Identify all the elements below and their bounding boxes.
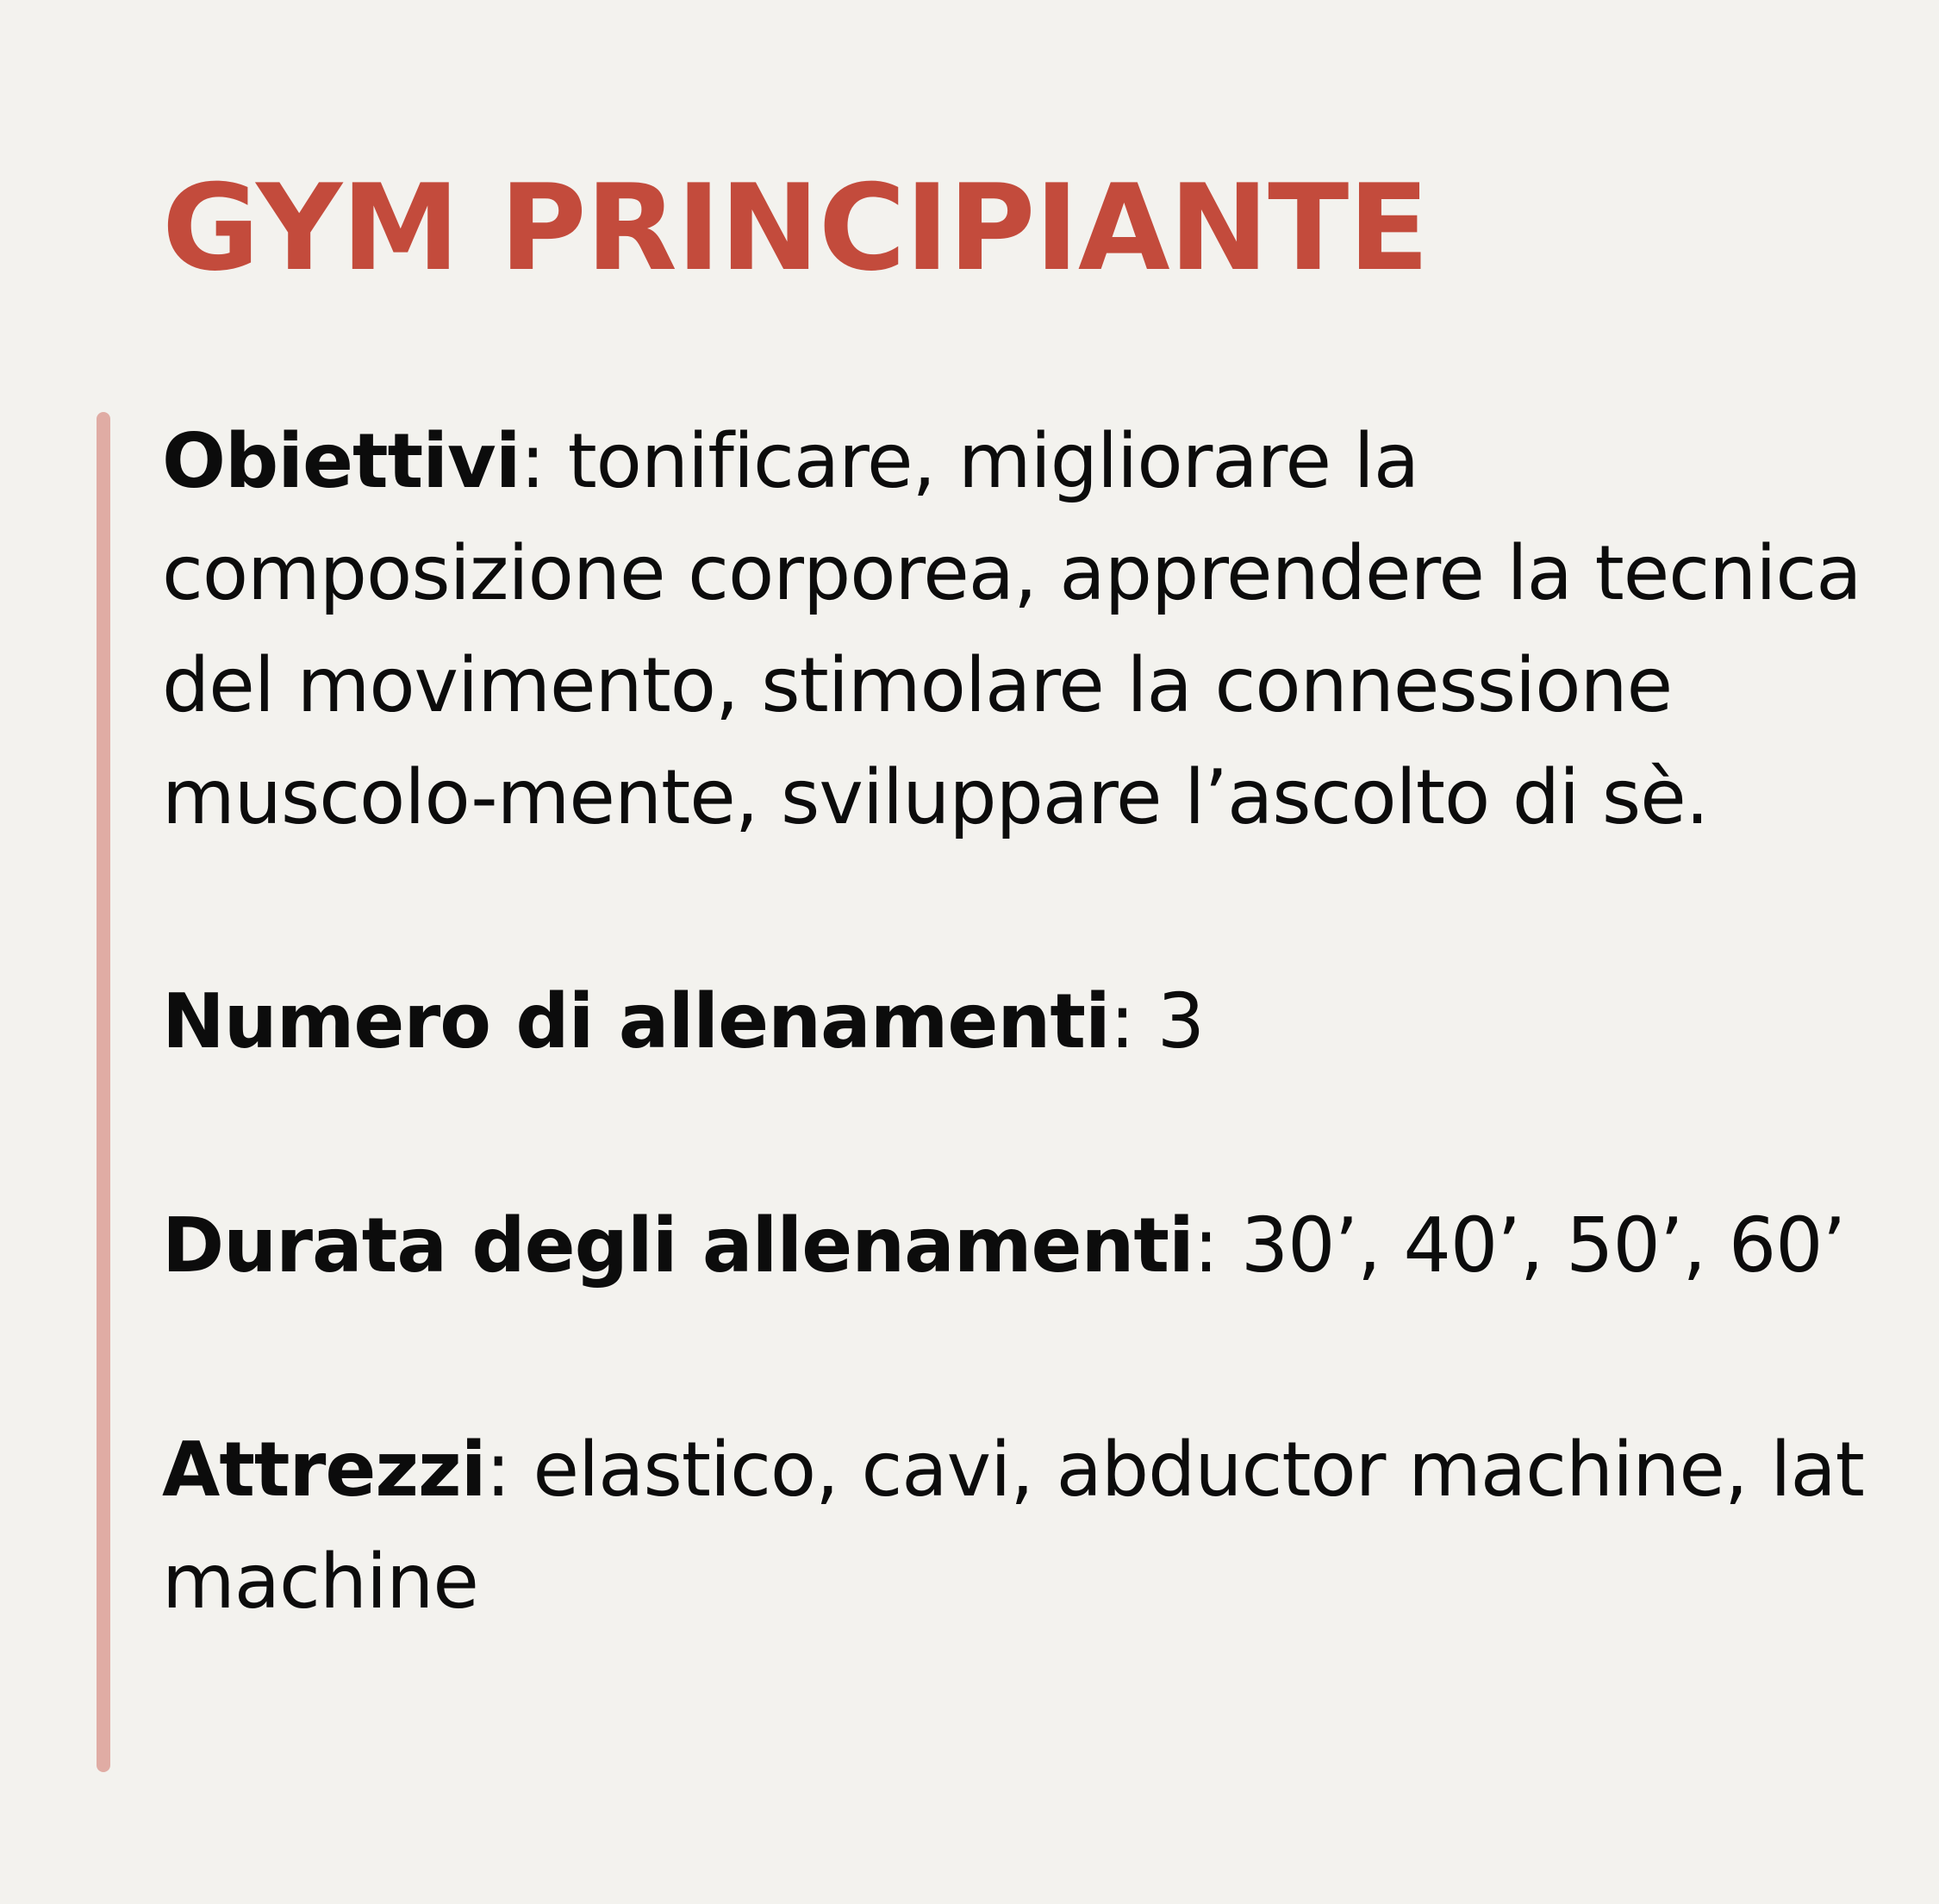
entry-separator: : — [1109, 977, 1157, 1065]
entry-separator: : — [520, 417, 568, 505]
entry-label: Numero di allenamenti — [162, 977, 1110, 1065]
entry-value: 3 — [1157, 977, 1205, 1065]
entry-numero-allenamenti — [162, 965, 1903, 1077]
entry-obiettivi — [162, 405, 1903, 853]
accent-bar — [97, 412, 110, 1772]
entry-label: Durata degli allenamenti — [162, 1202, 1194, 1289]
entry-separator: : — [485, 1426, 533, 1514]
entry-durata-allenamenti — [162, 1189, 1903, 1302]
entry-attrezzi — [162, 1414, 1903, 1638]
details-list — [162, 405, 1903, 1638]
entry-value: tonificare, migliorare la composizione corporea, apprendere la tecnica del movimento, stimolare la connessione muscolo-mente, sviluppare l’ascolto di sè. — [162, 417, 1861, 841]
page-title: GYM PRINCIPIANTE — [162, 159, 1429, 297]
entry-value: elastico, cavi, abductor machine, lat machine — [162, 1426, 1864, 1626]
entry-label: Obiettivi — [162, 417, 521, 505]
entry-value: 30’, 40’, 50’, 60’ — [1240, 1202, 1846, 1289]
entry-separator: : — [1193, 1202, 1241, 1289]
entry-label: Attrezzi — [162, 1426, 486, 1514]
